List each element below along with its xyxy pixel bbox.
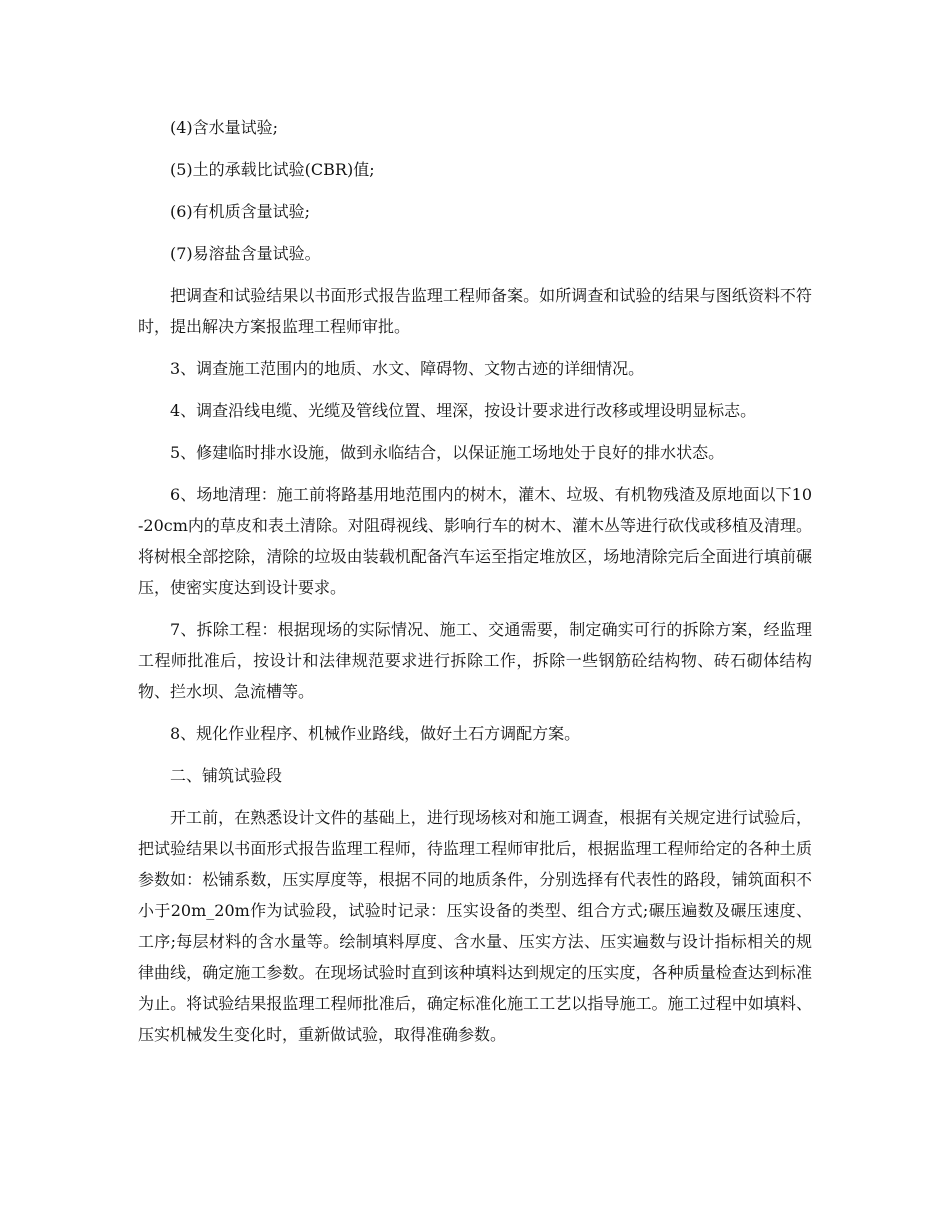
list-item-cbr-test: (5)土的承载比试验(CBR)值;	[170, 160, 375, 179]
paragraph-item-6: 6、场地清理：施工前将路基用地范围内的树木，灌木、垃圾、有机物残渣及原地面以下10-20cm内的草皮和表土清除。对阻碍视线、影响行车的树木、灌木丛等进行砍伐或移植及清理。将树根全部挖除，清除的垃圾由装载机配备汽车运至指定堆放区，场地清除完后全面进行填前碾压，使密实度达到设计要求。	[138, 485, 812, 597]
list-item-moisture-test: (4)含水量试验;	[170, 118, 279, 137]
paragraph-item-7: 7、拆除工程：根据现场的实际情况、施工、交通需要，制定确实可行的拆除方案，经监理工程师批准后，按设计和法律规范要求进行拆除工作，拆除一些钢筋砼结构物、砖石砌体结构物、拦水坝、急流槽等。	[138, 620, 812, 701]
paragraph-item-4: 4、调查沿线电缆、光缆及管线位置、埋深，按设计要求进行改移或埋设明显标志。	[170, 401, 757, 420]
section-heading-test-section: 二、铺筑试验段	[170, 766, 283, 785]
paragraph-item-3: 3、调查施工范围内的地质、水文、障碍物、文物古迹的详细情况。	[170, 359, 645, 378]
list-item-salt-test: (7)易溶盐含量试验。	[170, 244, 321, 263]
paragraph-item-8: 8、规化作业程序、机械作业路线，做好土石方调配方案。	[170, 724, 581, 743]
paragraph-report-results: 把调查和试验结果以书面形式报告监理工程师备案。如所调查和试验的结果与图纸资料不符时，提出解决方案报监理工程师审批。	[138, 286, 812, 336]
paragraph-test-section-body: 开工前，在熟悉设计文件的基础上，进行现场核对和施工调查，根据有关规定进行试验后，把试验结果以书面形式报告监理工程师，待监理工程师审批后，根据监理工程师给定的各种土质参数如：松铺系数，压实厚度等，根据不同的地质条件，分别选择有代表性的路段，铺筑面积不小于20m_20m作为试验段，试验时记录：压实设备的类型、组合方式;碾压遍数及碾压速度、工序;每层材料的含水量等。绘制填料厚度、含水量、压实方法、压实遍数与设计指标相关的规律曲线，确定施工参数。在现场试验时直到该种填料达到规定的压实度，各种质量检查达到标准为止。将试验结果报监理工程师批准后，确定标准化施工工艺以指导施工。施工过程中如填料、压实机械发生变化时，重新做试验，取得准确参数。	[138, 808, 812, 1044]
paragraph-item-5: 5、修建临时排水设施，做到永临结合，以保证施工场地处于良好的排水状态。	[170, 443, 725, 462]
list-item-organic-test: (6)有机质含量试验;	[170, 202, 311, 221]
